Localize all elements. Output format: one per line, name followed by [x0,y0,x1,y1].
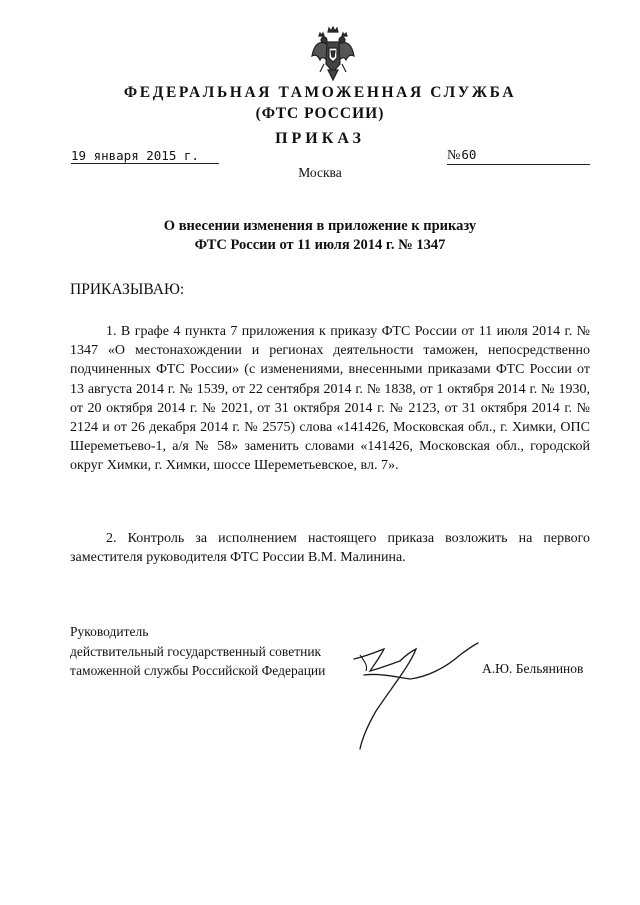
handwritten-signature [340,615,490,755]
signatory-position [70,622,325,681]
city: Москва [298,165,342,180]
number-sign: № [447,148,461,163]
signatory-line-2: действительный государственный советник [70,643,322,659]
paragraph-2: 2. Контроль за исполнением настоящего приказа возложить на первого заместителя руководителя ФТС России В.М. Малинина. [70,531,590,566]
agency-name: ФЕДЕРАЛЬНАЯ ТАМОЖЕННАЯ СЛУЖБА [123,84,517,101]
order-number: 60 [461,147,477,162]
order-word: ПРИКАЗЫВАЮ: [70,281,185,298]
signatory-line-3: таможенной службы Российской Федерации [70,663,326,678]
agency-abbreviation: (ФТС РОССИИ) [255,105,385,122]
title-line-1: О внесении изменения в приложение к приказу [163,218,477,234]
paragraph-1: 1. В графе 4 пункта 7 приложения к приказу ФТС России от 11 июля 2014 г. № 1347 «О местонахождении и регионах деятельности таможен, непосредственно подчиненных ФТС России» (с изменениями, внесенными приказами ФТС России от 13 августа 2014 г. № 1539, от 22 сентября 2014 г. № 1838, от 1 октября 2014 г. № 1930, от 20 октября 2014 г. № 2021, от 31 октября 2014 г. № 2123, от 31 октября 2014 г. № 2124 и от 26 декабря 2014 г. № 2575) слова «141426, Московская обл., г. Химки, ОПС Шереметьево-1, а/я № 58» заменить словами «141426, Московская обл., городской округ Химки, г. Химки, шоссе Шереметьевское, вл. 7». [70,324,590,474]
document-type: ПРИКАЗ [275,130,365,147]
order-date: 19 января 2015 г. [71,148,219,164]
document-title [0,217,640,255]
signatory-name: А.Ю. Бельянинов [482,661,584,676]
signatory-line-1: Руководитель [70,624,149,639]
title-line-2: ФТС России от 11 июля 2014 г. № 1347 [194,237,446,253]
coat-of-arms-emblem [310,26,356,82]
order-number-field [447,147,590,165]
